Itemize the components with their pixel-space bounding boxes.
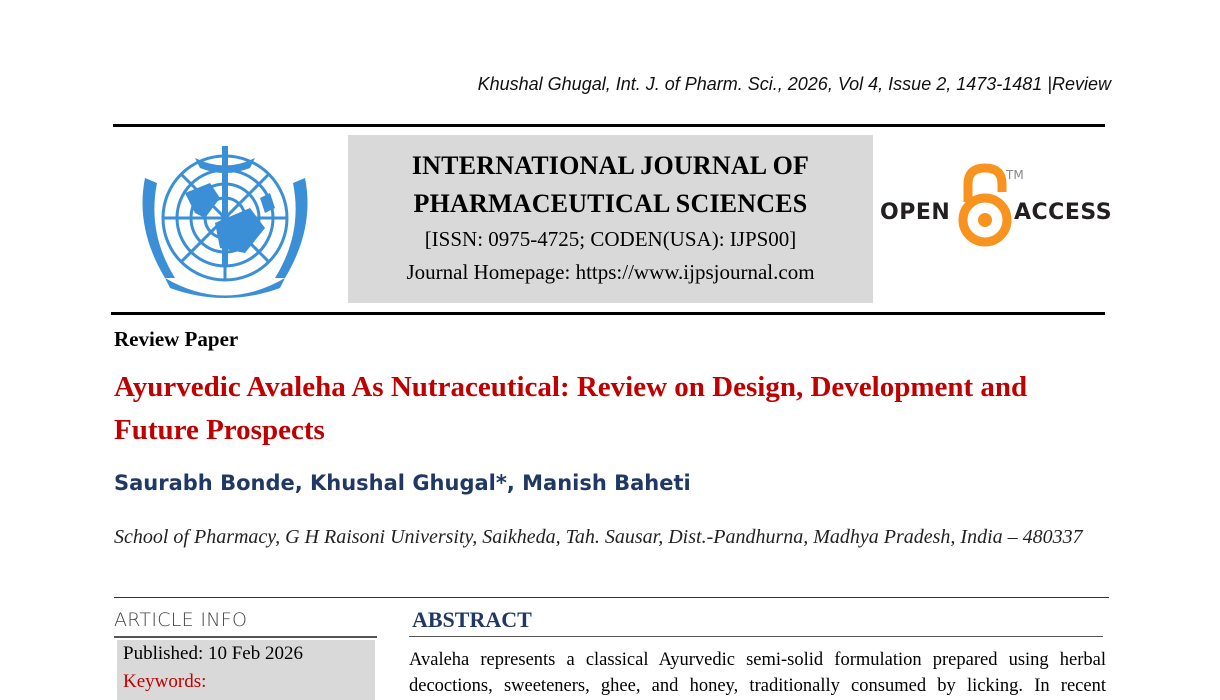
journal-masthead — [348, 135, 873, 303]
abstract-line-2: decoctions, sweeteners, ghee, and honey, traditionally consumed by licking. In recent — [409, 676, 1106, 696]
paper-title: Ayurvedic Avaleha As Nutraceutical: Review on Design, Development and Future Prospects — [114, 371, 1028, 446]
article-info-box — [117, 640, 375, 700]
published-date: Published: 10 Feb 2026 — [123, 643, 303, 664]
open-access-access-text: ACCESS — [1014, 200, 1113, 225]
paper-type-label: Review Paper — [114, 327, 239, 351]
running-head-citation: Khushal Ghugal, Int. J. of Pharm. Sci., 2026, Vol 4, Issue 2, 1473-1481 |Review — [477, 74, 1111, 94]
open-access-logo — [880, 162, 1113, 252]
article-info-rule — [114, 636, 377, 638]
abstract-line-1: Avaleha represents a classical Ayurvedic semi-solid formulation prepared using herbal — [409, 650, 1106, 670]
journal-name-line2: PHARMACEUTICAL SCIENCES — [413, 189, 808, 218]
article-info-heading: ARTICLE INFO — [114, 609, 248, 631]
journal-issn: [ISSN: 0975-4725; CODEN(USA): IJPS00] — [424, 227, 797, 251]
abstract-heading: ABSTRACT — [412, 607, 532, 632]
abstract-rule — [409, 636, 1103, 637]
journal-emblem-icon — [125, 138, 325, 306]
abstract-text — [409, 647, 1106, 699]
masthead-top-rule — [113, 124, 1105, 127]
journal-name-line1: INTERNATIONAL JOURNAL OF — [411, 151, 810, 180]
journal-homepage[interactable]: Journal Homepage: https://www.ijpsjournal.com — [406, 260, 815, 284]
author-list: Saurabh Bonde, Khushal Ghugal*, Manish Baheti — [114, 471, 691, 495]
section-divider — [114, 597, 1109, 598]
masthead-bottom-rule — [111, 312, 1105, 315]
open-access-open-text: OPEN — [880, 200, 951, 225]
trademark-mark: TM — [1006, 168, 1024, 182]
keywords-label: Keywords: — [123, 671, 207, 692]
author-affiliation: School of Pharmacy, G H Raisoni University, Saikheda, Tah. Sausar, Dist.-Pandhurna, Madhya Pradesh, India – 480337 — [114, 526, 1083, 548]
